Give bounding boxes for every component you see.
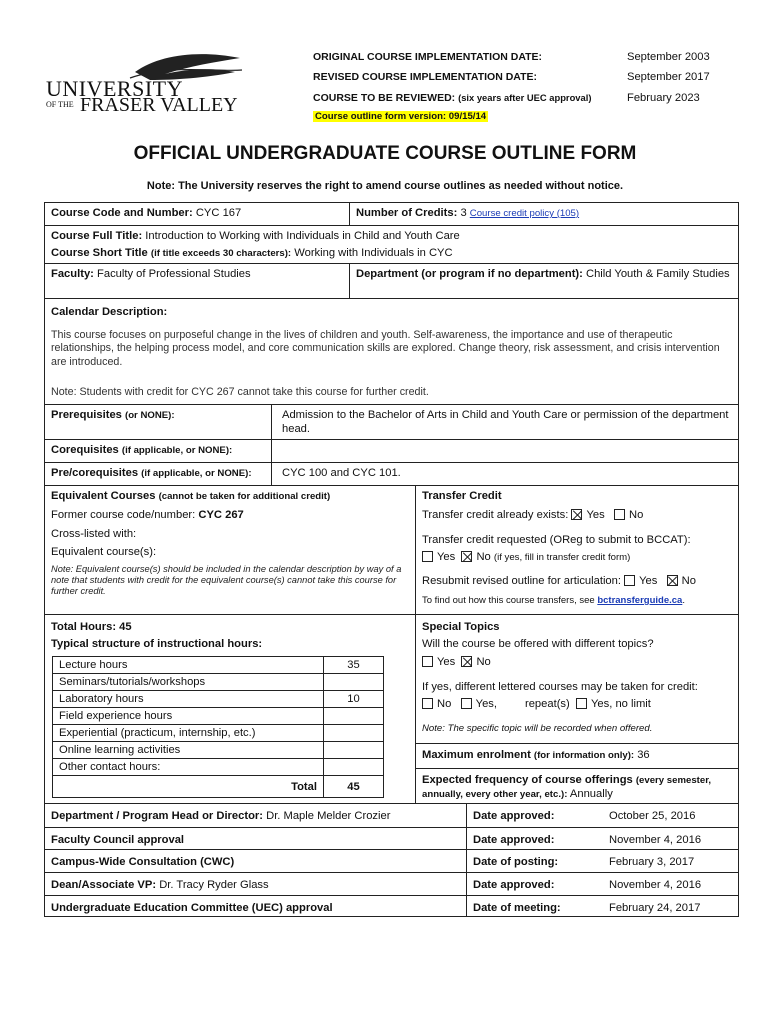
transfer-requested-yes-checkbox[interactable]	[422, 551, 433, 562]
lettered-no-limit-checkbox[interactable]	[576, 698, 587, 709]
approval-value: Dr. Maple Melder Crozier	[266, 810, 391, 822]
approval-date-cell	[466, 872, 739, 896]
coreq-label-cell: Corequisites (if applicable, or NONE):	[44, 439, 272, 463]
approval-date-label: Date approved:	[473, 879, 555, 891]
approval-date-cell	[466, 849, 739, 873]
approval-date-label: Date of posting:	[473, 856, 559, 868]
review-date-row: COURSE TO BE REVIEWED: (six years after UEC approval) February 2023	[313, 92, 700, 104]
approval-label: Faculty Council approval	[51, 834, 185, 846]
disclaimer-note: Note: The University reserves the right to amend course outlines as needed without notice.	[146, 180, 624, 192]
credits-value: 3	[460, 207, 467, 219]
hours-row-value	[324, 759, 384, 776]
page-title: OFFICIAL UNDERGRADUATE COURSE OUTLINE FORM	[133, 143, 637, 164]
hours-row-value: 10	[324, 691, 384, 708]
resubmit-no-checkbox[interactable]	[667, 575, 678, 586]
lettered-yes-checkbox[interactable]	[461, 698, 472, 709]
approval-date-cell	[466, 895, 739, 917]
approval-date-value: November 4, 2016	[609, 879, 702, 891]
hours-row	[53, 691, 384, 708]
approval-date-value: November 4, 2016	[609, 834, 702, 846]
approval-date-label: Date approved:	[473, 834, 555, 846]
approval-date-cell	[466, 803, 739, 828]
original-date-value: September 2003	[627, 51, 710, 63]
approval-label-cell	[44, 849, 467, 873]
prereq-value: Admission to the Bachelor of Arts in Child and Youth Care or permission of the department head.	[282, 409, 729, 435]
approval-label-cell	[44, 803, 467, 828]
frequency-value: Annually	[569, 788, 613, 800]
hours-row-label: Lecture hours	[53, 657, 324, 674]
resubmit-yes-checkbox[interactable]	[624, 575, 635, 586]
hours-row	[53, 725, 384, 742]
hours-row-label: Experiential (practicum, internship, etc.)	[53, 725, 324, 742]
special-topics-no-checkbox[interactable]	[461, 656, 472, 667]
approval-date-label: Date of meeting:	[473, 902, 561, 914]
hours-total-value: 45	[324, 776, 384, 798]
hours-row	[53, 674, 384, 691]
course-code-cell: Course Code and Number: CYC 167	[44, 202, 350, 226]
faculty-value: Faculty of Professional Studies	[97, 268, 251, 280]
hours-row	[53, 759, 384, 776]
hours-row-value	[324, 742, 384, 759]
approval-label-cell	[44, 895, 467, 917]
hours-row-value	[324, 708, 384, 725]
equivalent-note: Note: Equivalent course(s) should be included in the calendar description by way of a note that students with credit for the equivalent course(s) cannot take this course for further credit.	[51, 564, 402, 597]
hours-row-label: Laboratory hours	[53, 691, 324, 708]
form-version: Course outline form version: 09/15/14	[315, 111, 487, 122]
approval-date-value: February 3, 2017	[609, 856, 695, 868]
approval-label: Undergraduate Education Committee (UEC) approval	[51, 902, 333, 914]
original-date-row: ORIGINAL COURSE IMPLEMENTATION DATE: September 2003	[313, 51, 710, 63]
hours-total-row	[53, 776, 384, 798]
total-hours-value: 45	[119, 621, 132, 633]
coreq-value-cell	[271, 439, 739, 463]
university-logo	[40, 50, 250, 120]
precoreq-value: CYC 100 and CYC 101.	[282, 467, 401, 479]
transfer-credit-cell: Transfer Credit Transfer credit already exists: Yes No Transfer credit requested (OReg to submit to BCCAT): Yes No (if yes, fill in transfer credit form) Resubmit revised outline for articulation: Yes No To find out how this course transfers, see bctransferguide.ca.	[415, 485, 739, 615]
calendar-description-cell: Calendar Description: This course focuses on purposeful change in the lives of children and youth. Self-awareness, the importance and use of therapeutic relationships, the helping process model, and core communication skills are explored. Change theory, risk assessment, and crisis intervention are introduced. Note: Students with credit for CYC 267 cannot take this course for further credit.	[44, 298, 739, 405]
approval-label: Dean/Associate VP:	[51, 879, 157, 891]
approval-date-label: Date approved:	[473, 810, 555, 822]
lettered-no-checkbox[interactable]	[422, 698, 433, 709]
hours-row-label: Other contact hours:	[53, 759, 324, 776]
precoreq-label-cell: Pre/corequisites (if applicable, or NONE):	[44, 462, 272, 486]
hours-table	[52, 656, 384, 798]
hours-row	[53, 742, 384, 759]
max-enrolment-value: 36	[637, 749, 650, 761]
bctransferguide-link[interactable]: bctransferguide.ca	[597, 595, 683, 606]
approval-label: Campus-Wide Consultation (CWC)	[51, 856, 235, 868]
hours-row-label: Online learning activities	[53, 742, 324, 759]
hours-row	[53, 708, 384, 725]
approval-label-cell	[44, 827, 467, 850]
calendar-description-text: This course focuses on purposeful change in the lives of children and youth. Self-awareness, the importance and use of therapeutic relationships, the helping process model, and core communication skills are explored. Change theory, risk assessment, and crisis intervention are introduced.	[51, 329, 720, 368]
revised-date-value: September 2017	[627, 71, 710, 83]
hours-row-value	[324, 725, 384, 742]
prereq-value-cell	[271, 404, 739, 440]
credits-cell: Number of Credits: 3 Course credit policy (105)	[349, 202, 739, 226]
approval-label-cell	[44, 872, 467, 896]
transfer-requested-no-checkbox[interactable]	[461, 551, 472, 562]
approval-label: Department / Program Head or Director:	[51, 810, 263, 822]
approval-value: Dr. Tracy Ryder Glass	[159, 879, 269, 891]
transfer-exists-no-checkbox[interactable]	[614, 509, 625, 520]
credit-policy-link[interactable]: Course credit policy (105)	[469, 208, 580, 219]
hours-row-value: 35	[324, 657, 384, 674]
review-date-value: February 2023	[627, 92, 700, 104]
hours-row	[53, 657, 384, 674]
former-course-value: CYC 267	[198, 509, 244, 521]
prereq-label-cell: Prerequisites (or NONE):	[44, 404, 272, 440]
revised-date-row: REVISED COURSE IMPLEMENTATION DATE: September 2017	[313, 71, 710, 83]
hours-cell: Total Hours: 45 Typical structure of instructional hours: Lecture hours 35 Seminars/tutorials/workshops Laboratory hours 10 Field experience hours Experiential (practicum, internship, etc.) Online learning activities Other contact hours: Total 45	[44, 614, 416, 804]
faculty-cell: Faculty: Faculty of Professional Studies	[44, 263, 350, 299]
department-value: Child Youth & Family Studies	[585, 268, 730, 280]
hours-row-label: Seminars/tutorials/workshops	[53, 674, 324, 691]
course-code-value: CYC 167	[195, 207, 242, 219]
approval-date-value: October 25, 2016	[609, 810, 696, 822]
titles-cell: Course Full Title: Introduction to Working with Individuals in Child and Youth Care Course Short Title (if title exceeds 30 characters): Working with Individuals in CYC	[44, 225, 739, 264]
equivalent-courses-cell: Equivalent Courses (cannot be taken for additional credit) Former course code/number: CYC 267 Cross-listed with: Equivalent course(s): Note: Equivalent course(s) should be included in the calendar description by way of a note that students with credit for the equivalent course(s) cannot take this course for further credit.	[44, 485, 416, 615]
hours-total-label: Total	[53, 776, 324, 798]
logo-of-the: OF THE	[46, 100, 74, 109]
department-cell: Department (or program if no department): Child Youth & Family Studies	[349, 263, 739, 299]
short-title-value: Working with Individuals in CYC	[294, 247, 453, 259]
approval-date-cell	[466, 827, 739, 850]
hours-row-value	[324, 674, 384, 691]
full-title-value: Introduction to Working with Individuals in Child and Youth Care	[145, 230, 460, 242]
calendar-note: Note: Students with credit for CYC 267 cannot take this course for further credit.	[51, 385, 429, 398]
transfer-exists-yes-checkbox[interactable]	[571, 509, 582, 520]
hours-row-label: Field experience hours	[53, 708, 324, 725]
logo-line1: UNIVERSITY	[46, 76, 183, 101]
logo-line2: FRASER VALLEY	[80, 94, 238, 116]
precoreq-value-cell	[271, 462, 739, 486]
special-topics-yes-checkbox[interactable]	[422, 656, 433, 667]
approval-date-value: February 24, 2017	[609, 902, 701, 914]
special-topics-cell: Special Topics Will the course be offered with different topics? Yes No If yes, different lettered courses may be taken for credit: No Yes, repeat(s) Yes, no limit Note: The specific topic will be recorded when offered. Maximum enrolment (for information only): 36 Expected frequency of course offerings (every semester, annually, every other year, etc.): Annually	[415, 614, 739, 804]
